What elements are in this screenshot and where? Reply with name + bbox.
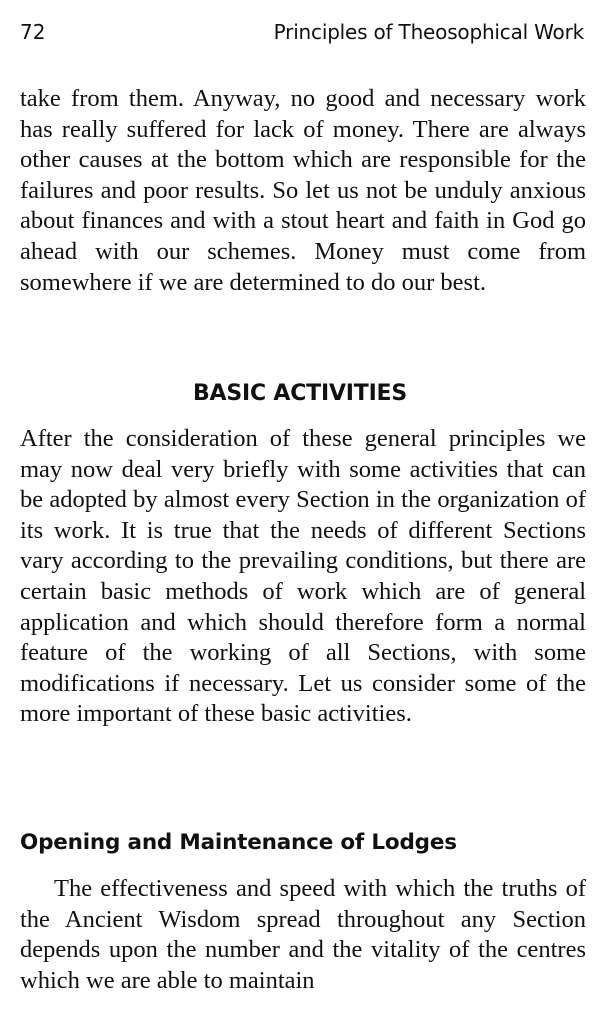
paragraph-lodges: The effectiveness and speed with which the truths of the Ancient Wisdom spread throughout any Section depends upon the number and the vitality of the centres which we are able to maintain <box>20 875 586 994</box>
section-heading-basic-activities: BASIC ACTIVITIES <box>192 381 408 406</box>
page-number: 72 <box>20 20 46 44</box>
paragraph-basic-activities: After the consideration of these general principles we may now deal very briefly with some activities that can be adopted by almost every Section in the organization of its work. It is true that the needs of different Sections vary according to the prevailing conditions, but there are certain basic methods of work which are of general application and which should therefore form a normal feature of the working of all Sections, with some modifications if necessary. Let us consider some of the more important of these basic activities. <box>20 425 586 728</box>
paragraph-finances: take from them. Anyway, no good and necessary work has really suffered for lack of money. There are always other causes at the bottom which are responsible for the failures and poor results. So let us not be unduly anxious about finances and with a stout heart and faith in God go ahead with our schemes. Money must come from somewhere if we are determined to do our best. <box>20 85 586 296</box>
running-head <box>20 17 584 47</box>
subsection-heading-lodges: Opening and Maintenance of Lodges <box>20 830 457 855</box>
running-title: Principles of Theosophical Work <box>273 20 584 44</box>
